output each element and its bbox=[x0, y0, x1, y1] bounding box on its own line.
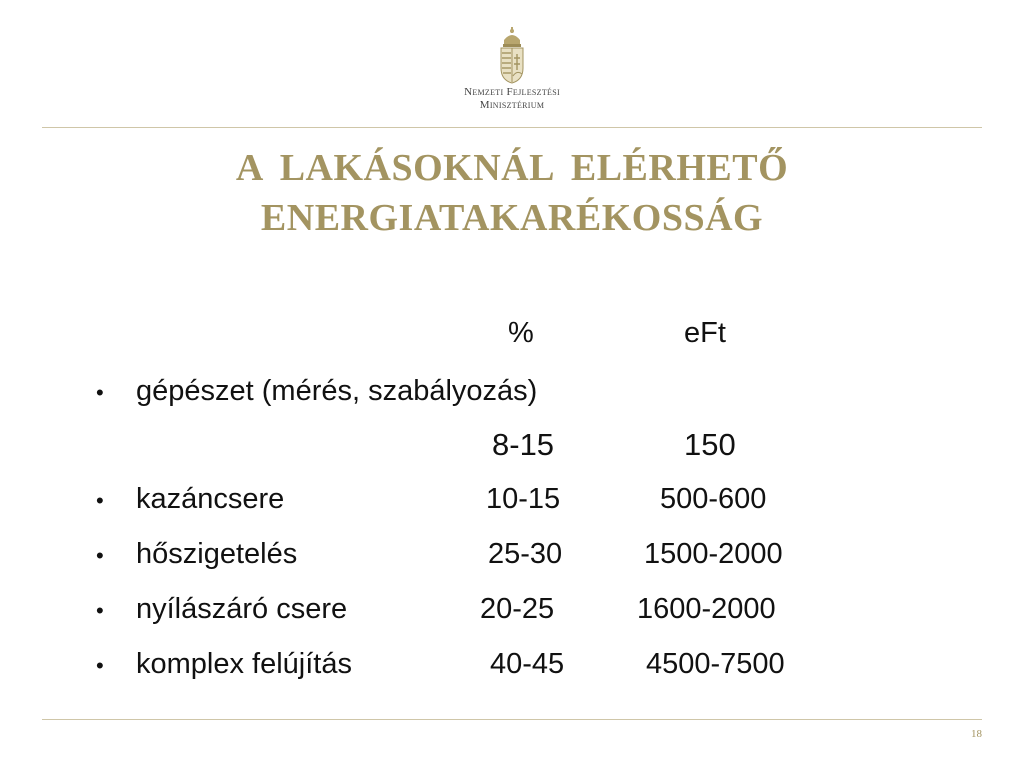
slide-title-line-2: ENERGIATAKARÉKOSSÁG bbox=[260, 197, 764, 239]
ministry-line-1: Nemzeti Fejlesztési bbox=[464, 86, 560, 98]
row-percent-gepeszet: 8-15 bbox=[492, 427, 555, 462]
row-label-nyilaszaro: nyílászáró csere bbox=[136, 593, 348, 625]
bullet-icon: • bbox=[96, 488, 104, 513]
row-eft-hoszigeteles: 1500-2000 bbox=[644, 538, 783, 570]
footer-divider bbox=[42, 719, 982, 720]
row-percent-nyilaszaro: 20-25 bbox=[480, 593, 555, 625]
bullet-icon: • bbox=[96, 380, 104, 405]
row-percent-kazancsere: 10-15 bbox=[486, 483, 561, 515]
page-number: 18 bbox=[971, 728, 982, 740]
row-percent-hoszigeteles: 25-30 bbox=[488, 538, 563, 570]
ministry-name bbox=[412, 86, 612, 112]
bullet-icon: • bbox=[96, 598, 104, 623]
row-eft-komplex: 4500-7500 bbox=[646, 648, 785, 680]
column-header-percent: % bbox=[508, 317, 534, 349]
column-header-eft: eFt bbox=[684, 317, 726, 349]
bullet-icon: • bbox=[96, 543, 104, 568]
row-label-komplex: komplex felújítás bbox=[136, 648, 352, 680]
row-percent-komplex: 40-45 bbox=[490, 648, 565, 680]
row-label-hoszigeteles: hőszigetelés bbox=[136, 538, 298, 570]
bullet-icon: • bbox=[96, 653, 104, 678]
row-eft-kazancsere: 500-600 bbox=[660, 483, 767, 515]
slide-title-line-1: A LAKÁSOKNÁL ELÉRHETŐ bbox=[235, 147, 789, 189]
coat-of-arms-icon bbox=[497, 26, 527, 84]
row-eft-gepeszet: 150 bbox=[684, 427, 736, 462]
row-label-kazancsere: kazáncsere bbox=[136, 483, 285, 515]
row-eft-nyilaszaro: 1600-2000 bbox=[637, 593, 776, 625]
row-label-gepeszet: gépészet (mérés, szabályozás) bbox=[136, 375, 538, 407]
header-divider bbox=[42, 127, 982, 128]
ministry-line-2: Minisztérium bbox=[479, 99, 545, 111]
